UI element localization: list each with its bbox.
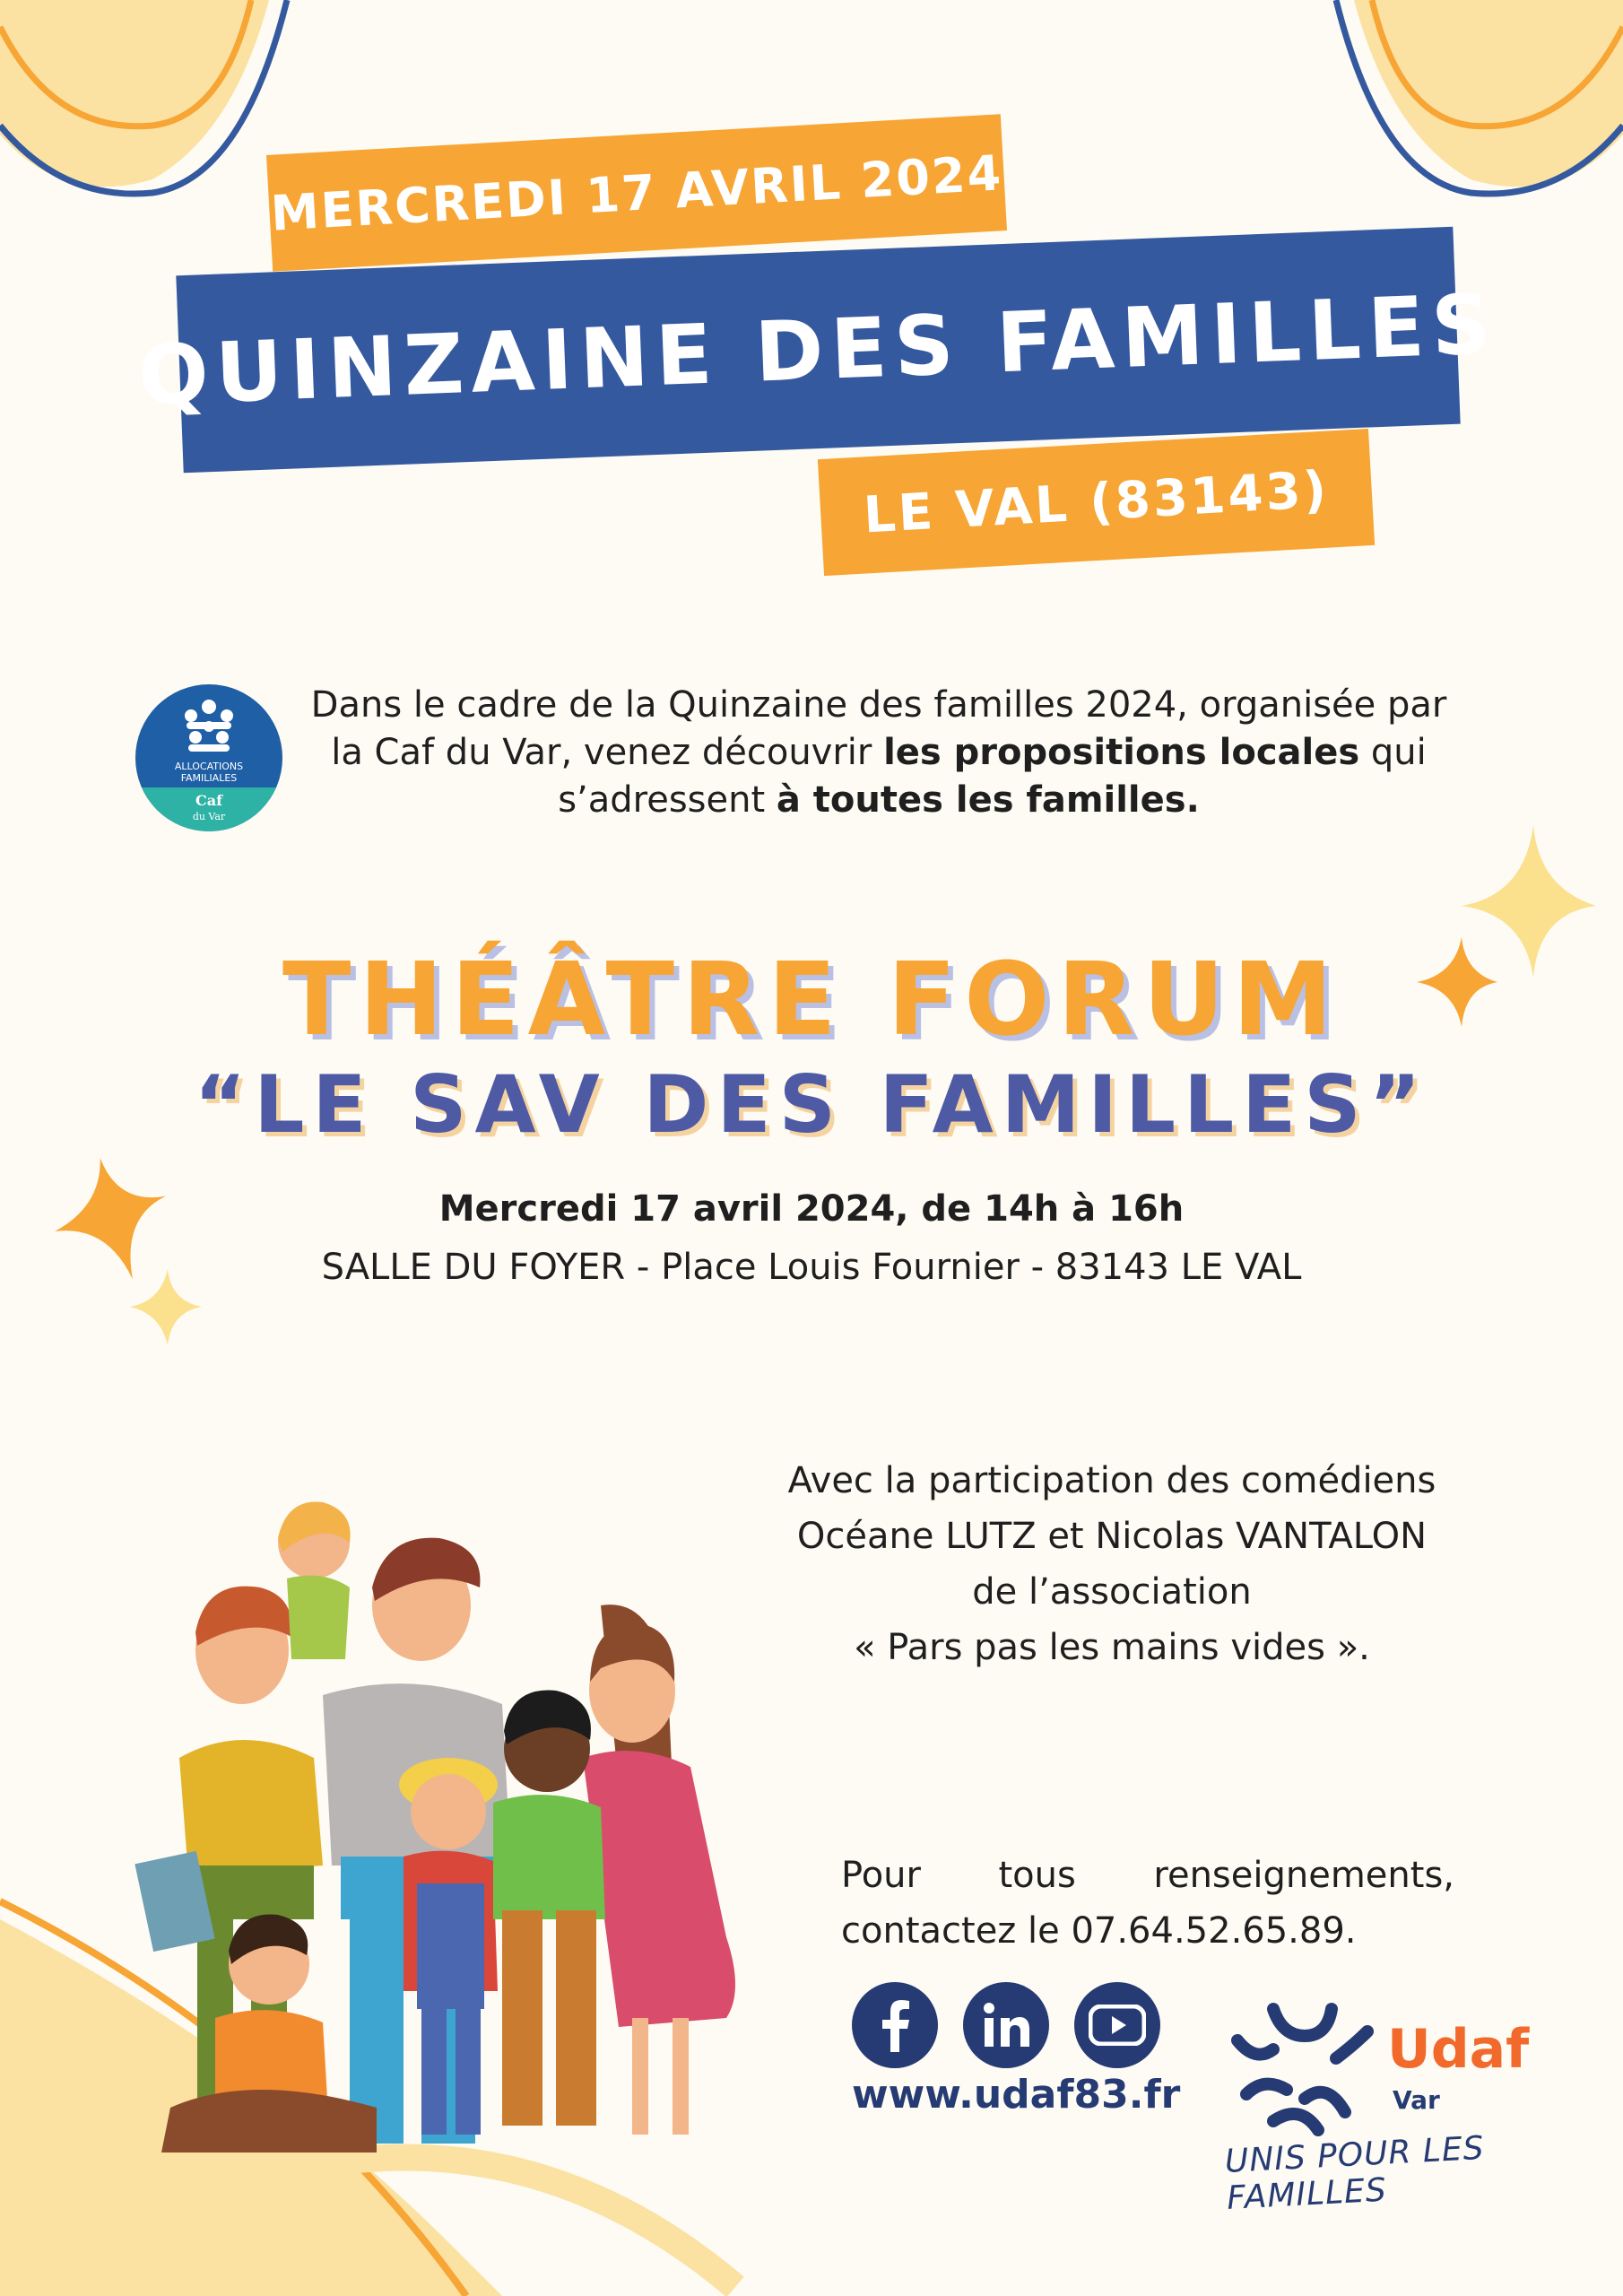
intro-paragraph: Dans le cadre de la Quinzaine des familles 2024, organisée par la Caf du Var, venez découvrir les propositions locales qui s’adressent à toutes les familles. — [310, 684, 1447, 821]
event-date-time: Mercredi 17 avril 2024, de 14h à 16h — [438, 1188, 1185, 1230]
caf-logo-line2: FAMILIALES — [180, 772, 238, 784]
event-subtitle: “LE SAV DES FAMILLES” — [194, 1058, 1429, 1151]
caf-logo-name: Caf — [195, 792, 222, 809]
website-url[interactable]: www.udaf83.fr — [852, 2072, 1181, 2118]
contact-text: Pour tous renseignements, contactez le 07.64.52.65.89. — [841, 1855, 1454, 1952]
caf-logo — [133, 682, 285, 834]
sitting-boy-figure — [161, 1915, 377, 2153]
woman-figure — [583, 1605, 735, 2135]
udaf-logo-mark — [1219, 1996, 1381, 2139]
man-center-figure — [323, 1538, 511, 2144]
curtain-right-decoration — [1318, 0, 1623, 215]
place-banner: LE VAL (83143) — [818, 429, 1375, 576]
youtube-icon[interactable] — [1074, 1982, 1160, 2068]
caf-logo-line1: ALLOCATIONS — [174, 761, 244, 772]
udaf-name: Udaf — [1387, 2018, 1530, 2081]
facebook-icon[interactable] — [852, 1982, 938, 2068]
family-illustration — [117, 1489, 762, 2170]
toddler-figure — [278, 1502, 351, 1660]
social-icons — [852, 1982, 1160, 2068]
boy-figure — [493, 1691, 605, 2126]
curtain-left-decoration — [0, 0, 305, 215]
caf-logo-region: du Var — [192, 811, 226, 822]
participation-text: Avec la participation des comédiens Océane LUTZ et Nicolas VANTALON de l’association « Pars pas les mains vides ». — [787, 1460, 1436, 1668]
udaf-tagline: UNIS POUR LES FAMILLES — [1224, 2129, 1486, 2217]
date-banner: MERCREDI 17 AVRIL 2024 — [266, 114, 1007, 272]
event-location: SALLE DU FOYER - Place Louis Fournier - 83143 LE VAL — [321, 1247, 1302, 1288]
linkedin-icon[interactable] — [963, 1982, 1049, 2068]
udaf-region: Var — [1393, 2085, 1440, 2115]
title-banner: QUINZAINE DES FAMILLES — [176, 227, 1460, 474]
event-title: THÉÂTRE FORUM — [282, 942, 1341, 1058]
